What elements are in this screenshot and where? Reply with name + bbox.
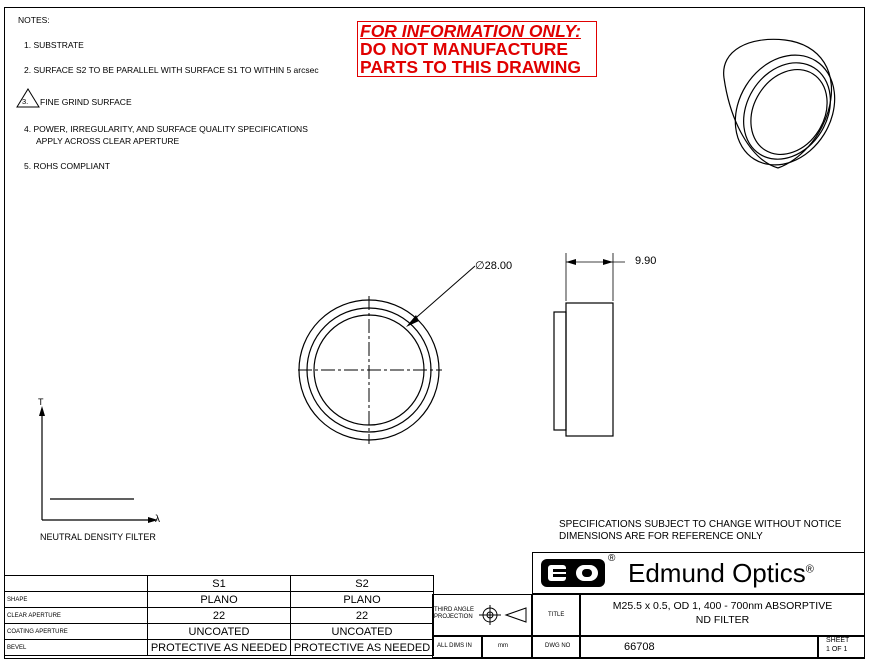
- disclaimer-line-1: SPECIFICATIONS SUBJECT TO CHANGE WITHOUT NOTICE: [559, 519, 842, 530]
- dwg-value: 66708: [624, 641, 655, 653]
- projection-label-2: PROJECTION: [434, 614, 473, 620]
- title-label: TITLE: [548, 612, 565, 618]
- nd-filter-graph: [30, 398, 170, 532]
- table-row: [5, 624, 434, 640]
- spec-row-label: COATING APERTURE: [5, 624, 148, 640]
- information-only-warning: [357, 21, 597, 77]
- units-label: ALL DIMS IN: [437, 643, 472, 649]
- graph-x-label: λ: [155, 514, 160, 525]
- note-5: 5. ROHS COMPLIANT: [24, 161, 110, 171]
- units-value: mm: [498, 643, 508, 649]
- spec-s1-value: PROTECTIVE AS NEEDED: [148, 640, 291, 656]
- spec-s2-value: UNCOATED: [291, 624, 434, 640]
- note-3: FINE GRIND SURFACE: [40, 97, 132, 107]
- note-4-continued: APPLY ACROSS CLEAR APERTURE: [36, 136, 180, 146]
- spec-header-row: [5, 576, 434, 592]
- diameter-value: 28.00: [484, 260, 513, 272]
- company-name-text: Edmund Optics: [628, 558, 806, 588]
- company-registered-mark: ®: [805, 563, 814, 576]
- warning-line-3: PARTS TO THIS DRAWING: [360, 57, 582, 77]
- diameter-symbol: ∅: [475, 260, 485, 272]
- diameter-leader: [400, 255, 480, 335]
- spec-s2-value: PROTECTIVE AS NEEDED: [291, 640, 434, 656]
- dwg-value-cell: [580, 636, 818, 658]
- spec-row-label: SHAPE: [5, 592, 148, 608]
- logo-registered-mark: ®: [608, 553, 616, 564]
- thickness-dimension: 9.90: [635, 255, 657, 267]
- notes-heading: NOTES:: [18, 15, 50, 25]
- spec-s1-value: 22: [148, 608, 291, 624]
- disclaimer-line-2: DIMENSIONS ARE FOR REFERENCE ONLY: [559, 531, 763, 542]
- graph-caption: NEUTRAL DENSITY FILTER: [40, 532, 156, 542]
- spec-s1-value: UNCOATED: [148, 624, 291, 640]
- table-row: [5, 608, 434, 624]
- spec-col-s2: S2: [291, 576, 434, 592]
- note-1: 1. SUBSTRATE: [24, 40, 84, 50]
- projection-label-1: THIRD ANGLE: [434, 607, 475, 613]
- title-line-1: M25.5 x 0.5, OD 1, 400 - 700nm ABSORPTIVE: [612, 600, 833, 612]
- dwg-label: DWG NO: [545, 643, 571, 649]
- table-row: [5, 592, 434, 608]
- spec-col-s1: S1: [148, 576, 291, 592]
- diameter-dimension: [475, 259, 512, 272]
- third-angle-projection-icon: [478, 603, 530, 627]
- edmund-logo: [540, 558, 606, 588]
- sheet-value: 1 OF 1: [826, 646, 848, 653]
- isometric-view: [690, 20, 850, 180]
- surface-spec-table: [4, 575, 434, 656]
- table-row: [5, 640, 434, 656]
- note-2: 2. SURFACE S2 TO BE PARALLEL WITH SURFACE S1 TO WITHIN 5 arcsec: [24, 65, 319, 75]
- warning-line-1: FOR INFORMATION ONLY:: [360, 21, 581, 41]
- spec-row-label: CLEAR APERTURE: [5, 608, 148, 624]
- warning-line-2: DO NOT MANUFACTURE: [360, 39, 569, 59]
- side-view: [545, 245, 625, 445]
- spec-header-blank: [5, 576, 148, 592]
- note-3-number: 3.: [22, 97, 29, 106]
- graph-y-label: T: [38, 397, 44, 407]
- sheet-label: SHEET: [826, 637, 850, 644]
- spec-s2-value: 22: [291, 608, 434, 624]
- y-axis-arrow-icon: [39, 406, 45, 416]
- title-line-2: ND FILTER: [695, 614, 750, 626]
- spec-row-label: BEVEL: [5, 640, 148, 656]
- note-4: 4. POWER, IRREGULARITY, AND SURFACE QUALITY SPECIFICATIONS: [24, 124, 308, 134]
- company-name: [628, 558, 814, 589]
- eo-logo-icon: [540, 558, 606, 588]
- spec-s2-value: PLANO: [291, 592, 434, 608]
- spec-s1-value: PLANO: [148, 592, 291, 608]
